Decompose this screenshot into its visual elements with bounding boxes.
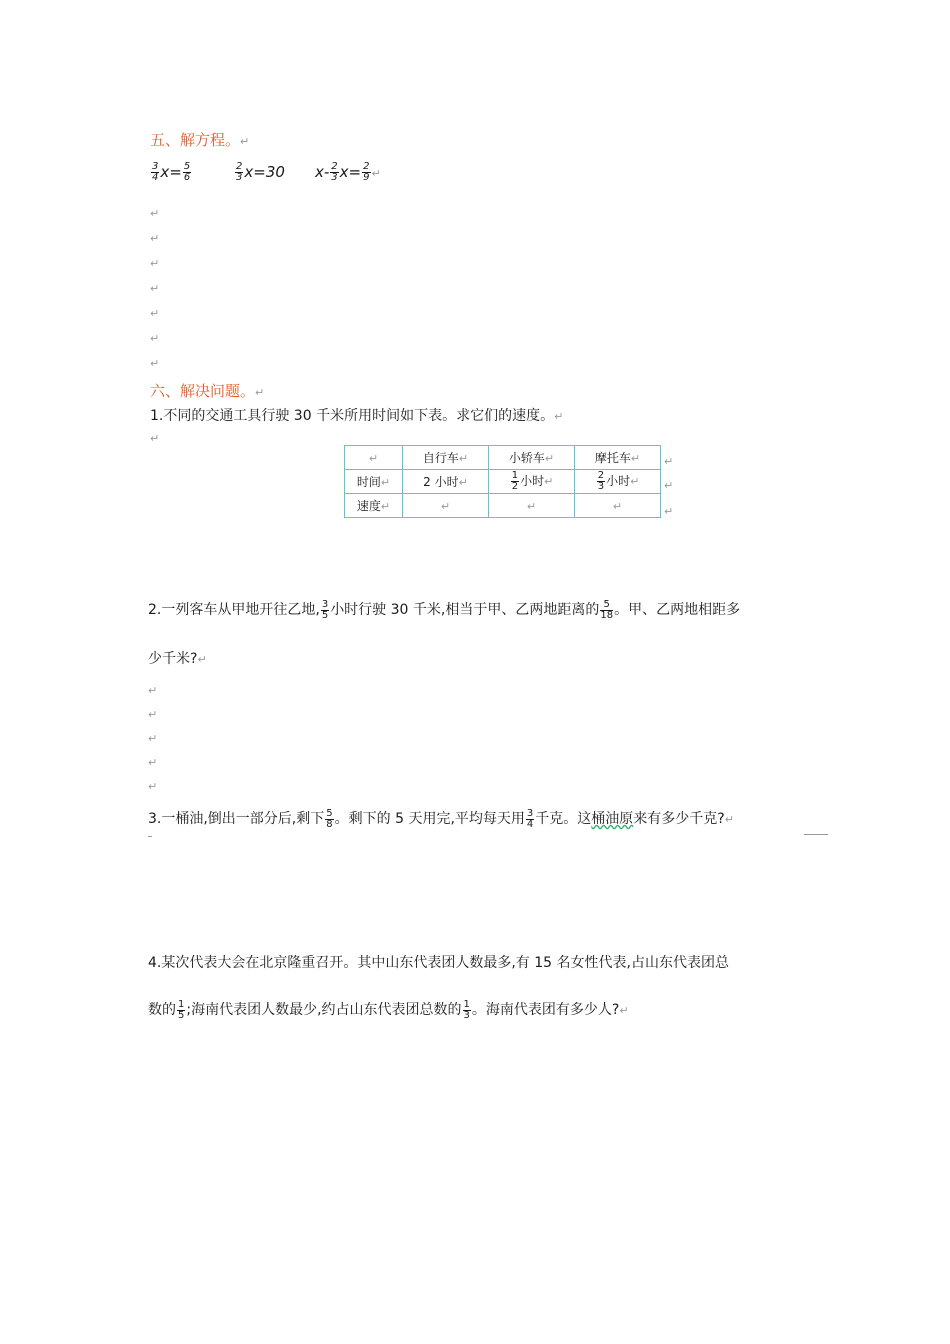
paragraph-mark: ↵ [150, 332, 160, 345]
section6-heading: 六、解决问题。↵ [150, 382, 265, 400]
paragraph-mark: ↵ [150, 257, 160, 270]
paragraph-mark: ↵ [150, 282, 160, 295]
paragraph-mark: ↵ [150, 432, 160, 445]
paragraph-mark: ↵ [664, 479, 674, 492]
fraction: $\frac{3}{4}$ [526, 807, 534, 830]
question-4-line2: 数的 $\frac{1}{5}$ ;海南代表团人数最少,约占山东代表团总数的 $\frac{1}{3}$ 。海南代表团有多少人?↵ [148, 998, 629, 1021]
paragraph-mark: ↵ [148, 756, 158, 769]
table-cell: ↵ [575, 494, 661, 518]
fraction: $\frac{1}{5}$ [178, 998, 185, 1021]
fraction: $\frac{2}{9}$ [363, 161, 370, 183]
page-break-mark [148, 836, 152, 837]
equation-1: $\frac{3}{4}$ x= $\frac{5}{6}$ [152, 161, 191, 183]
fraction: $\frac{5}{6}$ [183, 161, 191, 183]
equation-2: $\frac{2}{3}$ x=30 [236, 161, 285, 183]
equation-3: x- $\frac{2}{3}$ x= $\frac{2}{9}$ ↵ [315, 161, 381, 183]
page-break-mark [804, 834, 828, 835]
fraction: $\frac{2}{3}$ [597, 470, 605, 492]
fraction: $\frac{3}{5}$ [321, 598, 329, 621]
question-4: 4.某次代表大会在北京隆重召开。其中山东代表团人数最多,有 15 名女性代表,占山东代表团总 [148, 955, 729, 971]
paragraph-mark: ↵ [664, 455, 674, 468]
paragraph-mark: ↵ [148, 780, 158, 793]
paragraph-mark: ↵ [150, 357, 160, 370]
section5-heading: 五、解方程。↵ [150, 131, 250, 149]
spellcheck-underline: 桶油原 [591, 811, 634, 827]
paragraph-mark: ↵ [150, 207, 160, 220]
table-cell: $\frac{1}{2}$ 小时↵ [489, 470, 575, 494]
table-row [345, 446, 661, 470]
paragraph-mark: ↵ [148, 684, 158, 697]
table-row-label: 速度↵ [345, 494, 403, 518]
question-1: 1.不同的交通工具行驶 30 千米所用时间如下表。求它们的速度。↵ [150, 408, 564, 424]
question-2: 2.一列客车从甲地开往乙地, $\frac{3}{5}$ 小时行驶 30 千米,相当于甲、乙两地距离的 $\frac{5}{18}$ 。甲、乙两地相距多 [148, 598, 741, 621]
fraction: $\frac{1}{2}$ [511, 470, 519, 492]
paragraph-mark: ↵ [664, 505, 674, 518]
question-2-line2: 少千米?↵ [148, 651, 207, 667]
paragraph-mark: ↵ [148, 708, 158, 721]
fraction: $\frac{1}{3}$ [463, 998, 470, 1021]
paragraph-mark: ↵ [150, 232, 160, 245]
table-header: 小轿车↵ [489, 446, 575, 470]
fraction: $\frac{5}{8}$ [326, 807, 333, 830]
table-header: 自行车↵ [403, 446, 489, 470]
fraction: $\frac{3}{4}$ [152, 161, 159, 183]
table-cell: $\frac{2}{3}$ 小时↵ [575, 470, 661, 494]
paragraph-mark: ↵ [150, 307, 160, 320]
question-3: 3.一桶油,倒出一部分后,剩下 $\frac{5}{8}$ 。剩下的 5 天用完,平均每天用 $\frac{3}{4}$ 千克。这桶油原来有多少千克?↵ [148, 807, 734, 830]
table-cell: ↵ [489, 494, 575, 518]
table-row-label: 时间↵ [345, 470, 403, 494]
table-row [345, 494, 661, 518]
table-cell: 2 小时↵ [403, 470, 489, 494]
fraction: $\frac{2}{3}$ [236, 161, 243, 183]
paragraph-mark: ↵ [148, 732, 158, 745]
fraction: $\frac{2}{3}$ [331, 161, 338, 183]
fraction: $\frac{5}{18}$ [600, 598, 614, 621]
speed-table [344, 445, 661, 518]
table-row [345, 470, 661, 494]
table-cell: ↵ [345, 446, 403, 470]
table-cell: ↵ [403, 494, 489, 518]
table-header: 摩托车↵ [575, 446, 661, 470]
